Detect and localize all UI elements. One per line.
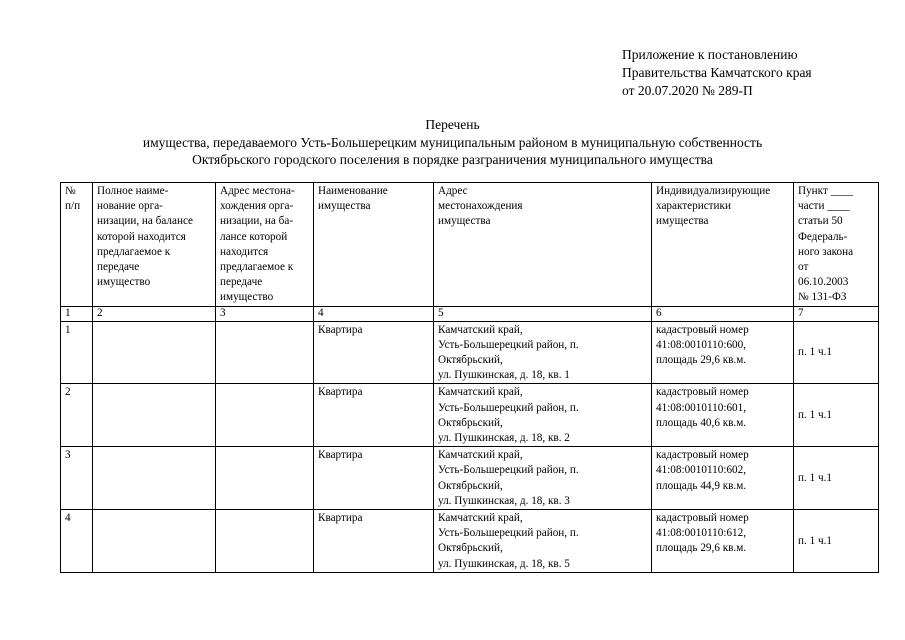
property-address-cell <box>434 447 652 510</box>
header-organization-address-line: Адрес местона- <box>220 185 295 197</box>
organization-cell <box>93 510 216 573</box>
header-characteristics-line: характеристики <box>656 200 731 213</box>
title-line: имущества, передаваемого Усть-Большерецким муниципальным районом в муниципальную собственность <box>142 134 763 150</box>
characteristics-cell-line: 41:08:0010110:601, <box>656 401 747 414</box>
property-name-cell: Квартира <box>314 384 434 447</box>
header-property-address-line: Адрес <box>438 185 468 197</box>
organization-address-cell <box>216 321 314 384</box>
organization-cell <box>93 447 216 510</box>
property-name-cell: Квартира <box>314 447 434 510</box>
characteristics-cell <box>652 384 794 447</box>
characteristics-cell-line: площадь 29,6 кв.м. <box>656 542 747 555</box>
table-row <box>61 510 879 573</box>
header-organization-address-line: имущество <box>220 291 274 304</box>
law-clause-cell: п. 1 ч.1 <box>794 447 879 510</box>
law-clause-cell: п. 1 ч.1 <box>794 384 879 447</box>
property-address-cell-line: Усть-Большерецкий район, п. <box>438 338 579 351</box>
row-number: 3 <box>61 447 93 510</box>
law-clause-cell: п. 1 ч.1 <box>794 321 879 384</box>
header-row <box>61 183 879 307</box>
property-address-cell-line: Октябрьский, <box>438 542 503 555</box>
property-address-cell <box>434 510 652 573</box>
appendix-line: Правительства Камчатского края <box>622 65 812 80</box>
header-organization-address <box>216 183 314 307</box>
row-number: 1 <box>61 321 93 384</box>
organization-cell <box>93 384 216 447</box>
property-address-cell <box>434 384 652 447</box>
header-law-clause-line: 06.10.2003 <box>798 276 849 289</box>
header-organization <box>93 183 216 307</box>
header-number-line: № <box>65 185 76 197</box>
table-row <box>61 384 879 447</box>
property-name-cell: Квартира <box>314 321 434 384</box>
characteristics-cell-line: кадастровый номер <box>656 512 749 525</box>
property-address-cell-line: Усть-Большерецкий район, п. <box>438 401 579 414</box>
property-address-cell-line: Камчатский край, <box>438 512 523 525</box>
header-organization-address-line: предлагаемое к <box>220 261 294 274</box>
column-number: 4 <box>314 306 434 321</box>
header-property-address-line: местонахождения <box>438 200 523 213</box>
column-number: 3 <box>216 306 314 321</box>
header-organization-address-line: хождения орга- <box>220 200 294 213</box>
header-characteristics-line: имущества <box>656 215 709 228</box>
characteristics-cell-line: 41:08:0010110:600, <box>656 338 747 351</box>
appendix-date-number: от 20.07.2020 № 289-П <box>622 83 753 98</box>
header-organization-line: нование орга- <box>97 200 163 213</box>
organization-address-cell <box>216 384 314 447</box>
characteristics-cell <box>652 447 794 510</box>
column-number-row <box>61 306 879 321</box>
appendix-line: Приложение к постановлению <box>622 47 798 62</box>
column-number: 2 <box>93 306 216 321</box>
property-address-cell-line: Октябрьский, <box>438 354 503 367</box>
header-organization-address-line: лансе которой <box>220 230 288 243</box>
header-characteristics <box>652 183 794 307</box>
organization-address-cell <box>216 447 314 510</box>
characteristics-cell-line: площадь 40,6 кв.м. <box>656 416 747 429</box>
property-address-cell-line: Октябрьский, <box>438 479 503 492</box>
row-number: 4 <box>61 510 93 573</box>
header-organization-line: низации, на балансе <box>97 215 194 228</box>
characteristics-cell-line: площадь 29,6 кв.м. <box>656 354 747 367</box>
characteristics-cell-line: кадастровый номер <box>656 323 749 336</box>
header-law-clause <box>794 183 879 307</box>
column-number: 6 <box>652 306 794 321</box>
organization-cell <box>93 321 216 384</box>
column-number: 5 <box>434 306 652 321</box>
header-organization-address-line: находится <box>220 245 269 258</box>
header-characteristics-line: Индивидуализирующие <box>656 185 771 197</box>
header-law-clause-line: ного закона <box>798 245 854 258</box>
property-address-cell-line: Усть-Большерецкий район, п. <box>438 464 579 477</box>
header-law-clause-line: статьи 50 <box>798 215 843 228</box>
column-number: 1 <box>61 306 93 321</box>
header-organization-line: предлагаемое к <box>97 245 171 258</box>
characteristics-cell-line: 41:08:0010110:602, <box>656 464 747 477</box>
characteristics-cell-line: кадастровый номер <box>656 386 749 399</box>
header-law-clause-line: части ____ <box>798 200 850 213</box>
property-address-cell-line: ул. Пушкинская, д. 18, кв. 1 <box>438 369 570 382</box>
property-address-cell-line: Октябрьский, <box>438 416 503 429</box>
header-law-clause-line: № 131-ФЗ <box>798 291 847 304</box>
table-body <box>61 183 879 573</box>
header-number-line: п/п <box>65 200 81 213</box>
property-table <box>60 182 879 573</box>
property-address-cell-line: Камчатский край, <box>438 323 523 336</box>
property-address-cell-line: ул. Пушкинская, д. 18, кв. 5 <box>438 557 570 570</box>
header-law-clause-line: от <box>798 261 809 274</box>
title-line: Октябрьского городского поселения в порядке разграничения муниципального имущества <box>192 152 713 167</box>
title-heading: Перечень <box>425 117 480 132</box>
law-clause-cell: п. 1 ч.1 <box>794 510 879 573</box>
header-property-address-line: имущества <box>438 215 491 228</box>
characteristics-cell <box>652 321 794 384</box>
header-law-clause-line: Пункт ____ <box>798 185 854 197</box>
property-address-cell <box>434 321 652 384</box>
header-organization-address-line: передаче <box>220 276 263 289</box>
header-organization-line: передаче <box>97 261 140 274</box>
header-property-name-line: имущества <box>318 200 371 213</box>
property-name-cell: Квартира <box>314 510 434 573</box>
characteristics-cell-line: площадь 44,9 кв.м. <box>656 479 747 492</box>
header-property-name-line: Наименование <box>318 185 388 197</box>
row-number: 2 <box>61 384 93 447</box>
header-organization-line: имущество <box>97 276 151 289</box>
document-title <box>0 116 905 169</box>
property-address-cell-line: ул. Пушкинская, д. 18, кв. 2 <box>438 432 570 445</box>
characteristics-cell <box>652 510 794 573</box>
appendix-note <box>622 46 812 100</box>
property-address-cell-line: Камчатский край, <box>438 449 523 462</box>
header-property-name <box>314 183 434 307</box>
header-number <box>61 183 93 307</box>
header-organization-line: Полное наиме- <box>97 185 169 197</box>
property-address-cell-line: ул. Пушкинская, д. 18, кв. 3 <box>438 494 570 507</box>
header-law-clause-line: Федераль- <box>798 230 848 243</box>
organization-address-cell <box>216 510 314 573</box>
characteristics-cell-line: 41:08:0010110:612, <box>656 527 747 540</box>
column-number: 7 <box>794 306 879 321</box>
table-row <box>61 321 879 384</box>
characteristics-cell-line: кадастровый номер <box>656 449 749 462</box>
property-address-cell-line: Камчатский край, <box>438 386 523 399</box>
property-address-cell-line: Усть-Большерецкий район, п. <box>438 527 579 540</box>
header-organization-line: которой находится <box>97 230 186 243</box>
header-organization-address-line: низации, на ба- <box>220 215 294 228</box>
table-row <box>61 447 879 510</box>
header-property-address <box>434 183 652 307</box>
